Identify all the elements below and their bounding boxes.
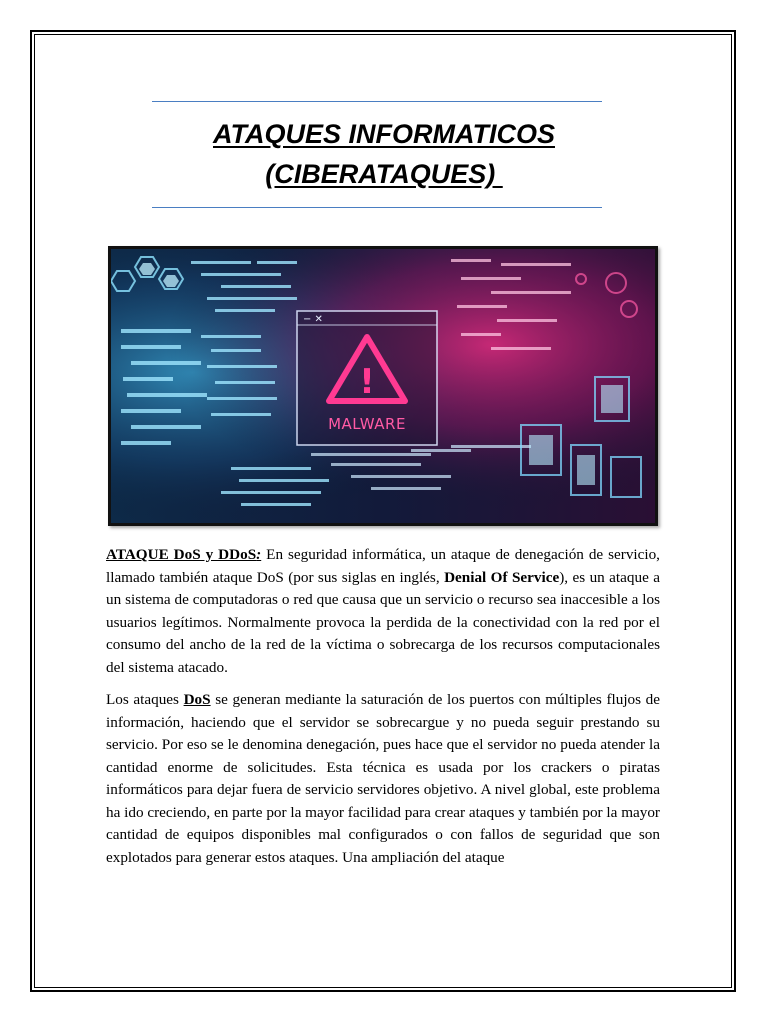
heading-colon: : xyxy=(256,546,262,563)
page-title xyxy=(100,114,668,194)
title-line-2: (CIBERATAQUES) xyxy=(265,159,503,189)
paragraph-dos-definition xyxy=(106,544,660,679)
underlined-term: DoS xyxy=(183,691,211,708)
section-heading-dos: ATAQUE DoS y DDoS xyxy=(106,546,257,563)
bold-term: Denial Of Service xyxy=(444,568,560,586)
title-rule-top xyxy=(152,101,602,102)
title-rule-bottom xyxy=(152,207,602,208)
malware-illustration-graphic xyxy=(111,249,655,523)
document-body xyxy=(106,544,660,879)
window-controls: − ✕ xyxy=(303,314,323,325)
paragraph-dos-generation xyxy=(106,689,660,869)
paragraph-text: se generan mediante la saturación de los puertos con múltiples flujos de información, haciendo que el servidor se sobrecargue y no pueda seguir prestando su servicio. Por eso se le denomina denegación, pues hace que el servidor no pueda atender la cantidad enorme de solicitudes. Esta técnica es usada por los crackers o piratas informáticos para dejar fuera de servicio servidores objetivo. A nivel global, este problema ha ido creciendo, en parte por la mayor facilidad para crear ataques y también por la mayor cantidad de equipos disponibles mal configurados o con fallos de seguridad que son explotados para generar estos ataques. Una ampliación del ataque xyxy=(106,691,660,866)
title-line-1: ATAQUES INFORMATICOS xyxy=(213,119,555,149)
malware-illustration xyxy=(108,246,658,526)
paragraph-text: Los ataques xyxy=(106,691,184,708)
paragraph-text: En seguridad informática, un ataque de denegación de servicio, llamado también ataque DoS (por sus siglas en inglés, xyxy=(106,546,660,586)
warning-window xyxy=(297,311,437,445)
malware-label: MALWARE xyxy=(328,415,406,433)
exclamation-icon: ! xyxy=(359,362,375,402)
paragraph-text: ), es un ataque a un sistema de computadoras o red que causa que un servicio o recurso sea inaccesible a los usuarios legítimos. Normalmente provoca la perdida de la conectividad con la red por el consumo del ancho de la red de la víctima o sobrecarga de los recursos computacionales del sistema atacado. xyxy=(106,568,660,676)
